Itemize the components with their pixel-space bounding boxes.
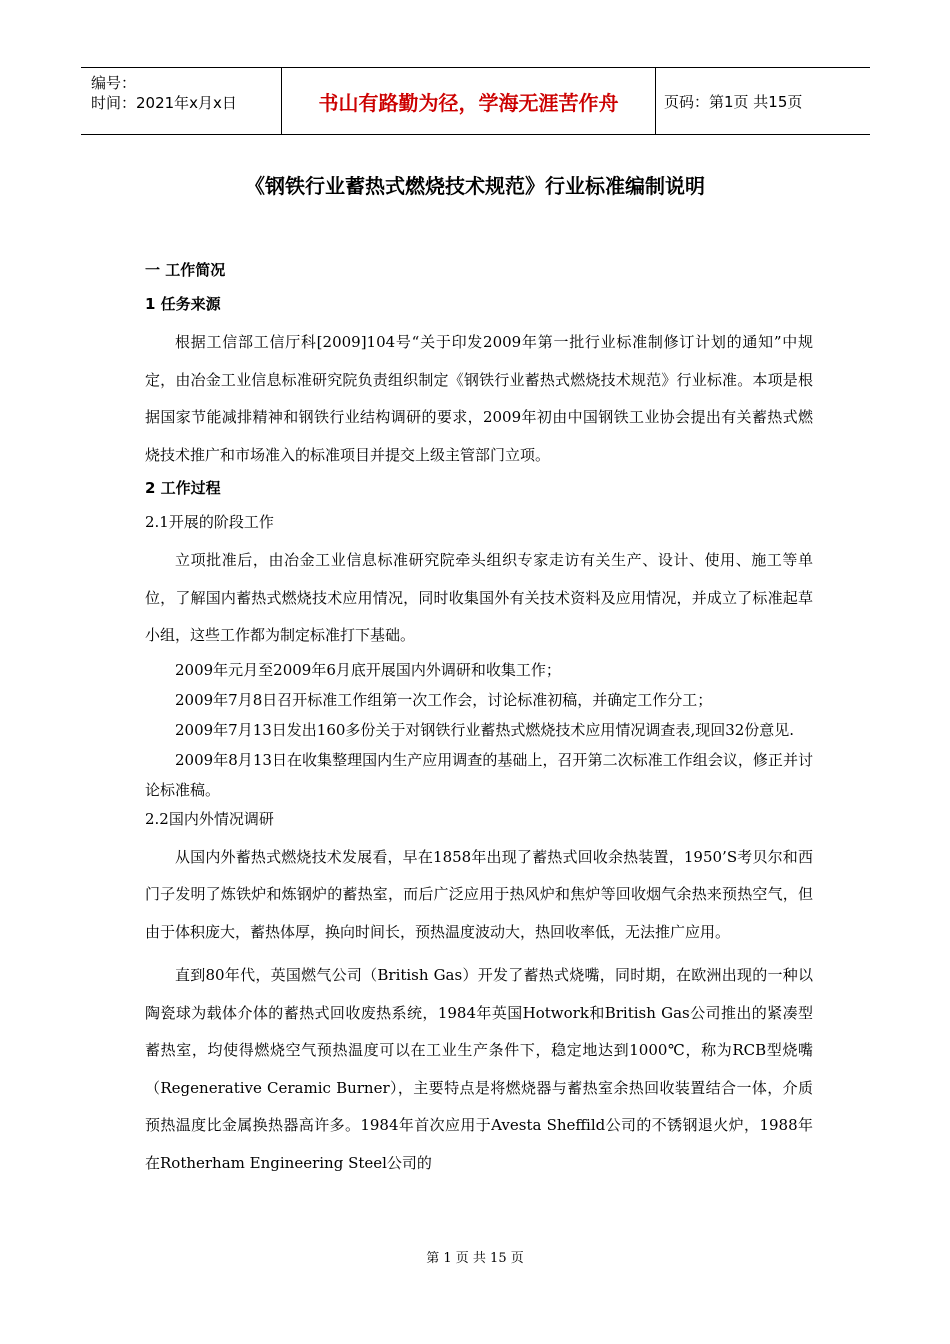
paragraph: 根据工信部工信厅科[2009]104号“关于印发2009年第一批行业标准制修订计划的通知”中规定，由冶金工业信息标准研究院负责组织制定《钢铁行业蓄热式燃烧技术规范》行业标准。本项是根据国家节能减排精神和钢铁行业结构调研的要求，2009年初由中国钢铁工业协会提出有关蓄热式燃烧技术推广和市场准入的标准项目并提交上级主管部门立项。 xyxy=(145,333,813,464)
subsection-heading: 1 任务来源 xyxy=(145,295,221,313)
page-footer: 第 1 页 共 15 页 xyxy=(426,1251,524,1266)
list-item: 2009年7月8日召开标准工作组第一次工作会，讨论标准初稿，并确定工作分工； xyxy=(175,690,713,709)
number-label: 编号： xyxy=(91,74,137,92)
subsection-heading: 2 工作过程 xyxy=(145,479,221,497)
list-item: 2009年7月13日发出160多份关于对钢铁行业蓄热式燃烧技术应用情况调查表,现回32份意见. xyxy=(175,720,795,739)
subsection-heading: 2.1开展的阶段工作 xyxy=(145,513,274,531)
section-heading: 一 工作简况 xyxy=(145,261,226,279)
document-title: 《钢铁行业蓄热式燃烧技术规范》行业标准编制说明 xyxy=(245,174,705,198)
list-item: 2009年元月至2009年6月底开展国内外调研和收集工作； xyxy=(175,660,561,679)
header-motto: 书山有路勤为径，学海无涯苦作舟 xyxy=(281,68,656,134)
paragraph: 从国内外蓄热式燃烧技术发展看，早在1858年出现了蓄热式回收余热装置，1950’S考贝尔和西门子发明了炼铁炉和炼钢炉的蓄热室，而后广泛应用于热风炉和焦炉等回收烟气余热来预热空气，但由于体积庞大，蓄热体厚，换向时间长，预热温度波动大，热回收率低，无法推广应用。 xyxy=(145,847,813,941)
header-page-info: 页码：第1页 共15页 xyxy=(664,92,803,111)
header-meta xyxy=(81,68,281,134)
document-body xyxy=(145,256,813,1182)
list-item: 2009年8月13日在收集整理国内生产应用调查的基础上，召开第二次标准工作组会议，修正并讨论标准稿。 xyxy=(145,750,813,799)
paragraph: 直到80年代，英国燃气公司（British Gas）开发了蓄热式烧嘴，同时期，在欧洲出现的一种以陶瓷球为载体介体的蓄热式回收废热系统，1984年英国Hotwork和British Gas公司推出的紧凑型蓄热室，均使得燃烧空气预热温度可以在工业生产条件下，稳定地达到1000℃，称为RCB型烧嘴（Regenerative Ceramic Burner），主要特点是将燃烧器与蓄热室余热回收装置结合一体，介质预热温度比金属换热器高许多。1984年首次应用于Avesta Sheffild公司的不锈钢退火炉，1988年在Rotherham Engineering Steel公司的 xyxy=(145,966,813,1172)
page-header xyxy=(81,67,870,135)
subsection-heading: 2.2国内外情况调研 xyxy=(145,809,274,828)
paragraph: 立项批准后，由冶金工业信息标准研究院牵头组织专家走访有关生产、设计、使用、施工等单位，了解国内蓄热式燃烧技术应用情况，同时收集国外有关技术资料及应用情况，并成立了标准起草小组，这些工作都为制定标准打下基础。 xyxy=(145,551,813,644)
time-label: 时间：2021年x月x日 xyxy=(91,94,237,112)
